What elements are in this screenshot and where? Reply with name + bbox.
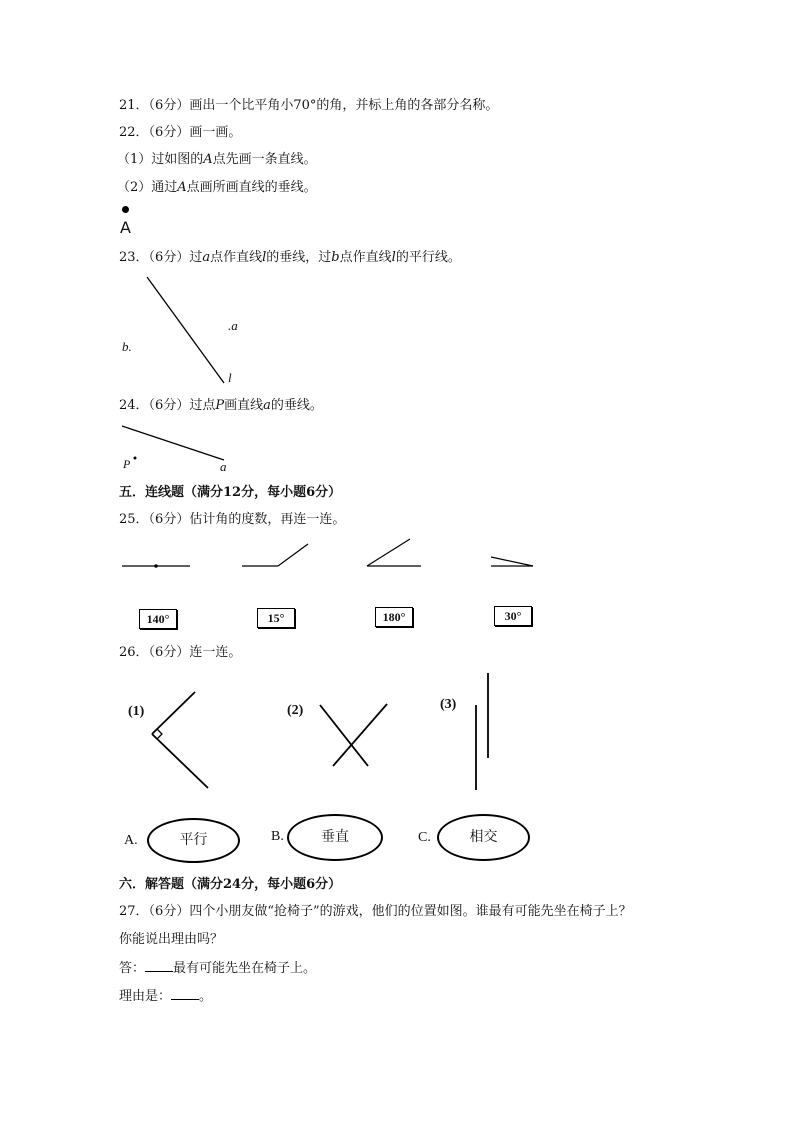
question-22-sub1: （1）过如图的A点先画一条直线。	[117, 152, 317, 167]
question-27-line2: 你能说出理由吗？	[119, 932, 224, 947]
question-23: 23．（6分）过a点作直线l的垂线，过b点作直线l的平行线。	[119, 250, 461, 265]
answer-blank[interactable]	[145, 959, 173, 972]
question-22-title: 22．（6分）画一画。	[119, 125, 242, 140]
label-line-l: l	[228, 370, 232, 385]
figure-label-2: (2)	[287, 703, 304, 718]
option-a-oval[interactable]: 平行	[147, 818, 240, 863]
question-27-line1: 27．（6分）四个小朋友做“抢椅子”的游戏，他们的位置如图。谁最有可能先坐在椅子上？	[119, 904, 632, 919]
degree-box-180[interactable]: 180°	[375, 607, 413, 627]
label-point-p: P	[123, 457, 131, 471]
reason-blank[interactable]	[171, 987, 199, 1000]
section-6-heading: 六．解答题（满分24分，每小题6分）	[119, 877, 342, 892]
point-a-label: A	[120, 218, 131, 237]
degree-box-140[interactable]: 140°	[139, 609, 177, 629]
label-point-b: b.	[122, 339, 132, 354]
option-b-oval[interactable]: 垂直	[287, 814, 383, 861]
question-26-title: 26．（6分）连一连。	[119, 645, 242, 660]
option-c-oval[interactable]: 相交	[437, 814, 530, 861]
question-21: 21．（6分）画出一个比平角小70°的角，并标上角的各部分名称。	[119, 98, 499, 113]
question-22-sub2: （2）通过A点画所画直线的垂线。	[117, 180, 317, 195]
question-25-title: 25．（6分）估计角的度数，再连一连。	[119, 512, 346, 527]
question-27-reason: 理由是： 。	[119, 989, 213, 1004]
degree-box-30[interactable]: 30°	[494, 606, 532, 626]
question-27-answer: 答： 最有可能先坐在椅子上。	[119, 961, 317, 976]
figure-label-1: (1)	[128, 704, 145, 719]
section-5-heading: 五．连线题（满分12分，每小题6分）	[119, 485, 342, 500]
option-b-letter: B.	[271, 829, 284, 844]
label-point-a: .a	[228, 318, 238, 333]
option-a-letter: A.	[124, 833, 138, 848]
label-line-a: a	[220, 459, 227, 474]
degree-box-15[interactable]: 15°	[257, 608, 295, 628]
question-24: 24．（6分）过点P画直线a的垂线。	[119, 398, 323, 413]
option-c-letter: C.	[418, 830, 431, 845]
figure-label-3: (3)	[440, 697, 457, 712]
